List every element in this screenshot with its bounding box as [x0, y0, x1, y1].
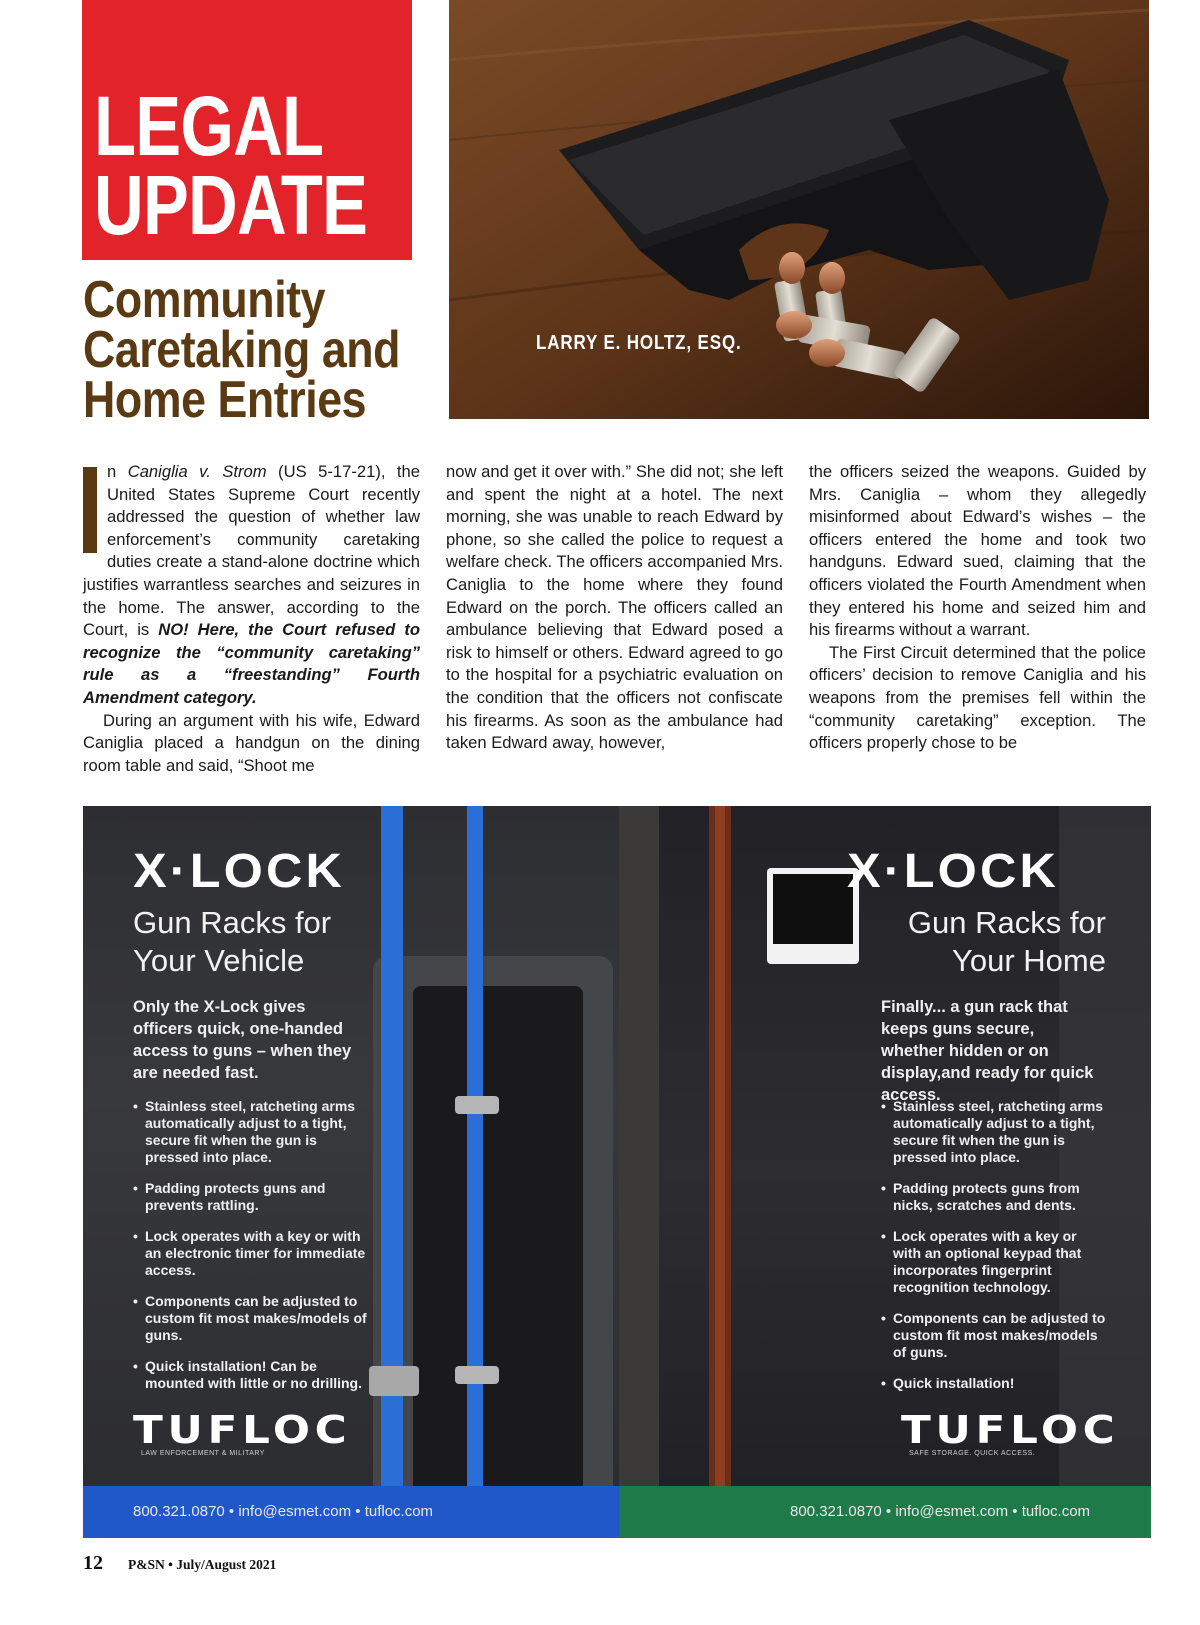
- feature-item: • Padding protects guns from nicks, scratches and dents.: [881, 1180, 1106, 1214]
- advertisement: [83, 806, 1151, 1538]
- ad-panel-home: [619, 806, 1151, 1538]
- headline-line-3: Home Entries: [83, 371, 367, 429]
- headline-line-1: Community: [83, 271, 326, 329]
- feature-item: • Quick installation!: [881, 1375, 1106, 1392]
- feature-item: • Stainless steel, ratcheting arms automatically adjust to a tight, secure fit when the gun is pressed into place.: [133, 1098, 368, 1166]
- ad-panel-vehicle: [83, 806, 619, 1538]
- subtitle-line: Gun Racks for: [907, 905, 1106, 940]
- paragraph-text: n: [107, 462, 128, 481]
- article-paragraph: now and get it over with.” She did not; she left and spent the night at a hotel. The next morning, she was unable to reach Edward by phone, so she called the police to request a welfare check. The officers accompanied Mrs. Caniglia to the home where they found Edward on the porch. The officers called an ambulance believing that Edward posed a risk to himself or others. Edward agreed to go to the hospital for a psychiatric evaluation on the condition that the officers not confiscate his firearms. As soon as the ambulance had taken Edward away, however,: [446, 462, 783, 753]
- logo-tagline: LAW ENFORCEMENT & MILITARY: [141, 1450, 265, 1457]
- feature-item: • Components can be adjusted to custom fit most makes/models of guns.: [133, 1293, 368, 1344]
- article-paragraph: [83, 461, 420, 710]
- section-badge: [82, 0, 412, 260]
- drop-cap-bar: [83, 467, 97, 553]
- article-paragraph: During an argument with his wife, Edward Caniglia placed a handgun on the dining room table and said, “Shoot me: [83, 710, 420, 775]
- ad-subtitle: [881, 904, 1106, 980]
- subtitle-line: Your Vehicle: [133, 943, 305, 978]
- emphasis-text: NO! Here, the Court refused to recognize the “community caretaking” rule as a “freestanding” Fourth Amendment category.: [83, 620, 420, 707]
- ad-contact-bar: 800.321.0870 • info@esmet.com • tufloc.com: [83, 1486, 619, 1538]
- ad-feature-list: [133, 1098, 368, 1406]
- subtitle-line: Gun Racks for: [133, 905, 332, 940]
- subtitle-line: Your Home: [952, 943, 1106, 978]
- ad-contact-bar: 800.321.0870 • info@esmet.com • tufloc.com: [619, 1486, 1151, 1538]
- issue-info: P&SN • July/August 2021: [128, 1557, 277, 1572]
- badge-line-update: UPDATE: [94, 158, 368, 252]
- ad-feature-list: [881, 1098, 1106, 1406]
- xlock-brand: X·LOCK: [133, 845, 346, 898]
- feature-item: • Stainless steel, ratcheting arms automatically adjust to a tight, secure fit when the gun is pressed into place.: [881, 1098, 1106, 1166]
- article-column-2: [446, 461, 783, 755]
- tufloc-logo: TUFLOC: [133, 1408, 352, 1452]
- page-number: 12: [83, 1552, 103, 1574]
- feature-item: • Padding protects guns and prevents rattling.: [133, 1180, 368, 1214]
- ad-blurb: Only the X-Lock gives officers quick, one-handed access to guns – when they are needed fast.: [133, 998, 352, 1082]
- article-column-3: [809, 461, 1146, 755]
- ad-subtitle: [133, 904, 331, 980]
- ad-blurb: Finally... a gun rack that keeps guns secure, whether hidden or on display,and ready for quick access.: [881, 998, 1094, 1104]
- case-name: Caniglia v. Strom: [127, 462, 267, 481]
- article-paragraph: the officers seized the weapons. Guided by Mrs. Caniglia – whom they allegedly misinformed about Edward’s wishes – the officers entered the home and took two handguns. Edward sued, claiming that the officers violated the Fourth Amendment when they entered his home and seized him and his firearms without a warrant.: [809, 462, 1146, 640]
- article-headline: [83, 271, 401, 429]
- badge-line-legal: LEGAL: [94, 79, 324, 173]
- tufloc-logo: TUFLOC: [901, 1408, 1120, 1452]
- feature-item: • Lock operates with a key or with an optional keypad that incorporates fingerprint recognition technology.: [881, 1228, 1106, 1296]
- feature-item: • Components can be adjusted to custom fit most makes/models of guns.: [881, 1310, 1106, 1361]
- paragraph-text: (US 5-17-21), the United States Supreme Court recently addressed the question of whether law enforcement’s community caretaking duties create a stand-alone doctrine which justifies warrantless searches and seizures in the home. The answer, according to the Court, is: [83, 462, 421, 640]
- feature-item: • Lock operates with a key or with an electronic timer for immediate access.: [133, 1228, 368, 1279]
- hero-photo: [449, 0, 1149, 419]
- handgun-illustration: [449, 0, 1149, 419]
- article-column-1: [83, 461, 420, 777]
- logo-tagline: SAFE STORAGE. QUICK ACCESS.: [909, 1450, 1036, 1457]
- article-paragraph: The First Circuit determined that the police officers’ decision to remove Caniglia and his weapons from the premises fell within the “community caretaking” exception. The officers properly chose to be: [809, 642, 1146, 753]
- xlock-brand: X·LOCK: [847, 845, 1060, 898]
- author-byline: LARRY E. HOLTZ, ESQ.: [536, 332, 742, 354]
- feature-item: • Quick installation! Can be mounted with little or no drilling.: [133, 1358, 368, 1392]
- headline-line-2: Caretaking and: [83, 321, 401, 379]
